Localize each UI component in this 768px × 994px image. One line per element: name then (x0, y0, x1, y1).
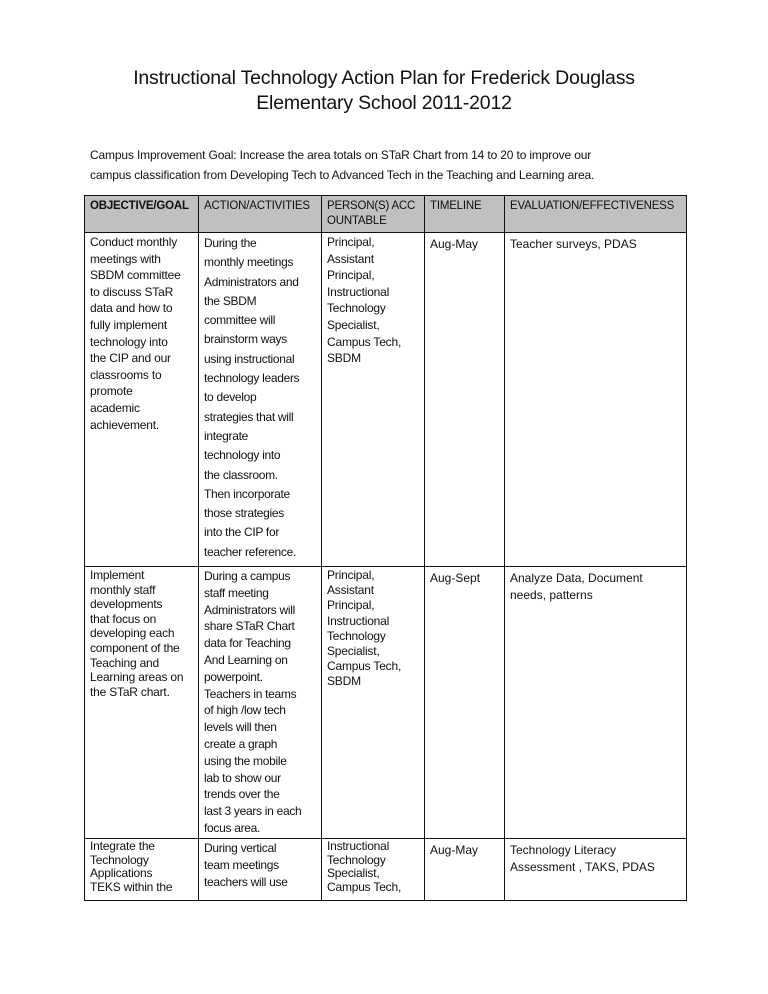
text-line: levels will then (204, 720, 277, 735)
text-line: committee will (204, 313, 276, 328)
text-line: of high /low tech (204, 703, 286, 718)
text-line: monthly meetings (204, 255, 294, 270)
title-line-1: Instructional Technology Action Plan for Frederick Douglass (133, 67, 635, 89)
goal-line-1: Campus Improvement Goal: Increase the area totals on STaR Chart from 14 to 20 to improve our (90, 148, 592, 162)
text-line: Principal, (327, 598, 375, 613)
text-line: Principal, (327, 235, 375, 249)
text-line: Technology Literacy (510, 843, 617, 857)
text-line: brainstorm ways (204, 332, 287, 347)
text-line: achievement. (90, 417, 159, 432)
text-line: using instructional (204, 351, 295, 366)
text-line: data for Teaching (204, 636, 291, 651)
text-line: During a campus (204, 569, 291, 583)
text-line: lab to show our (204, 770, 281, 785)
persons-cell (322, 567, 425, 839)
objective-cell (85, 567, 199, 839)
timeline-cell: Aug-May (425, 233, 505, 567)
header-action-activities: ACTION/ACTIVITIES (199, 196, 322, 233)
text-line: meetings with (90, 251, 161, 266)
text-line: During the (204, 236, 257, 250)
text-line: Teaching and (90, 655, 159, 670)
text-line: SBDM (327, 351, 361, 366)
text-line: that focus on (90, 611, 157, 626)
text-line: Implement (90, 568, 145, 582)
text-line: component of the (90, 640, 180, 655)
text-line: teacher reference. (204, 544, 296, 559)
text-line: powerpoint. (204, 669, 263, 684)
text-line: developments (90, 597, 163, 612)
text-line: last 3 years in each (204, 804, 302, 819)
text-line: Analyze Data, Document (510, 571, 643, 585)
text-line: strategies that will (204, 409, 294, 424)
text-line: SBDM committee (90, 268, 181, 283)
text-line: Conduct monthly (90, 235, 178, 249)
text-line: Technology (327, 301, 386, 316)
text-line: classrooms to (90, 367, 162, 382)
text-line: Principal, (327, 268, 375, 283)
text-line: Instructional (327, 613, 390, 628)
text-line: academic (90, 400, 140, 415)
header-timeline: TIMELINE (425, 196, 505, 233)
text-line: Applications (90, 866, 153, 881)
text-line: data and how to (90, 301, 173, 316)
text-line: technology into (204, 448, 281, 463)
text-line: Assistant (327, 583, 374, 598)
text-line: During vertical (204, 841, 277, 855)
page-title (84, 66, 684, 116)
evaluation-cell (505, 233, 687, 567)
text-line: SBDM (327, 674, 361, 689)
objective-cell (85, 233, 199, 567)
table-row (85, 567, 687, 839)
text-line: the classroom. (204, 467, 278, 482)
header-objective-goal: OBJECTIVE/GOAL (85, 196, 199, 233)
action-cell (199, 567, 322, 839)
text-line: teachers will use (204, 874, 288, 889)
text-line: Administrators and (204, 274, 299, 289)
text-line: Principal, (327, 568, 375, 582)
text-line: to develop (204, 390, 257, 405)
text-line: Specialist, (327, 317, 380, 332)
text-line: Administrators will (204, 602, 295, 617)
text-line: Instructional (327, 284, 390, 299)
text-line: team meetings (204, 857, 279, 872)
persons-cell (322, 233, 425, 567)
persons-cell (322, 839, 425, 901)
text-line: TEKS within the (90, 879, 173, 894)
text-line: to discuss STaR (90, 284, 174, 299)
text-line: Then incorporate (204, 486, 290, 501)
text-line: Instructional (327, 839, 390, 853)
text-line: create a graph (204, 736, 278, 751)
text-line: technology into (90, 334, 168, 349)
text-line: Technology (327, 852, 386, 867)
text-line: using the mobile (204, 753, 287, 768)
text-line: Assistant (327, 251, 374, 266)
text-line: into the CIP for (204, 525, 280, 540)
header-evaluation-effectiveness: EVALUATION/EFFECTIVENESS (505, 196, 687, 233)
text-line: the STaR chart. (90, 684, 170, 699)
text-line: Technology (327, 628, 386, 643)
table-row (85, 233, 687, 567)
text-line: Learning areas on (90, 670, 184, 685)
text-line: share STaR Chart (204, 619, 295, 634)
text-line: fully implement (90, 317, 168, 332)
text-line: Teacher surveys, PDAS (510, 237, 637, 251)
text-line: Specialist, (327, 866, 380, 881)
text-line: staff meeting (204, 585, 269, 600)
goal-line-2: campus classification from Developing Tech to Advanced Tech in the Teaching and Learning area. (90, 168, 595, 182)
action-plan-table (84, 195, 687, 901)
text-line: focus area. (204, 820, 261, 835)
campus-improvement-goal (90, 145, 690, 185)
action-cell (199, 839, 322, 901)
text-line: Teachers in teams (204, 686, 297, 701)
title-line-2: Elementary School 2011-2012 (256, 92, 512, 114)
text-line: Technology (90, 852, 149, 867)
text-line: Integrate the (90, 839, 155, 853)
evaluation-cell (505, 567, 687, 839)
table-row (85, 839, 687, 901)
action-cell (199, 233, 322, 567)
text-line: Campus Tech, (327, 659, 402, 674)
evaluation-cell (505, 839, 687, 901)
text-line: needs, patterns (510, 588, 593, 602)
text-line: Campus Tech, (327, 334, 402, 349)
text-line: And Learning on (204, 652, 288, 667)
table-header-row (85, 196, 687, 233)
text-line: Specialist, (327, 644, 380, 659)
text-line: promote (90, 384, 133, 399)
text-line: Campus Tech, (327, 879, 402, 894)
timeline-cell: Aug-May (425, 839, 505, 901)
objective-cell (85, 839, 199, 901)
text-line: monthly staff (90, 582, 156, 597)
text-line: trends over the (204, 787, 280, 802)
text-line: technology leaders (204, 371, 300, 386)
header-persons-accountable: PERSON(S) ACCOUNTABLE (322, 196, 425, 233)
timeline-cell: Aug-Sept (425, 567, 505, 839)
text-line: Assessment , TAKS, PDAS (510, 860, 655, 874)
text-line: developing each (90, 626, 175, 641)
text-line: integrate (204, 428, 248, 443)
text-line: the SBDM (204, 293, 257, 308)
text-line: the CIP and our (90, 351, 171, 366)
text-line: those strategies (204, 506, 284, 521)
